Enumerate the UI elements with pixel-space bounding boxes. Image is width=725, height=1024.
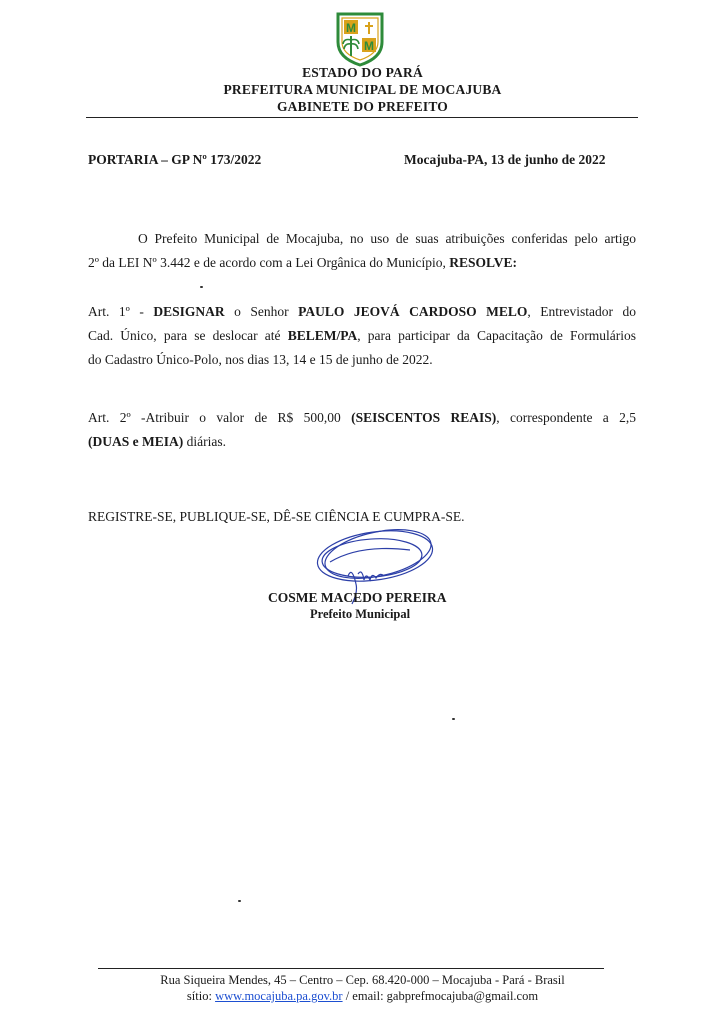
article-1-role: , Entrevistador do bbox=[527, 304, 637, 319]
email-address[interactable]: gabprefmocajuba@gmail.com bbox=[386, 989, 539, 1003]
svg-text:M: M bbox=[364, 39, 374, 53]
designee-name: PAULO JEOVÁ CARDOSO MELO bbox=[298, 304, 528, 319]
signer-title: Prefeito Municipal bbox=[310, 607, 411, 621]
destination: BELEM/PA bbox=[287, 328, 358, 343]
article-1-text: , para participar da Capacitação de Formulários bbox=[357, 328, 636, 343]
scan-speck bbox=[200, 286, 203, 288]
intro-line-2 bbox=[88, 251, 636, 275]
site-label: sítio: bbox=[186, 989, 216, 1003]
article-2-line-2 bbox=[88, 430, 636, 454]
intro-line-1: O Prefeito Municipal de Mocajuba, no uso de suas atribuições conferidas pelo artigo bbox=[138, 231, 636, 246]
article-2-line-1 bbox=[88, 406, 636, 430]
article-1-label: Art. 1º - bbox=[88, 304, 154, 319]
article-1-text: Cad. Único, para se deslocar até bbox=[88, 328, 288, 343]
portaria-number: PORTARIA – GP Nº 173/2022 bbox=[88, 152, 262, 167]
svg-text:M: M bbox=[346, 21, 356, 35]
article-1-text: o Senhor bbox=[224, 304, 299, 319]
footer-divider bbox=[98, 968, 604, 969]
article-1-line-1 bbox=[88, 300, 636, 324]
amount-in-words: (SEISCENTOS REAIS) bbox=[351, 410, 497, 425]
email-label: / email: bbox=[342, 989, 387, 1003]
header-cabinet: GABINETE DO PREFEITO bbox=[276, 99, 449, 114]
closing-statement: REGISTRE-SE, PUBLIQUE-SE, DÊ-SE CIÊNCIA E CUMPRA-SE. bbox=[88, 509, 465, 524]
scan-speck bbox=[238, 900, 241, 902]
resolve-keyword: RESOLVE: bbox=[449, 255, 518, 270]
footer-address: Rua Siqueira Mendes, 45 – Centro – Cep. 68.420-000 – Mocajuba - Pará - Brasil bbox=[160, 973, 565, 987]
article-1-line-3: do Cadastro Único-Polo, nos dias 13, 14 e 15 de junho de 2022. bbox=[88, 352, 433, 367]
header-state: ESTADO DO PARÁ bbox=[302, 65, 423, 80]
header-divider bbox=[86, 117, 638, 118]
designar-keyword: DESIGNAR bbox=[153, 304, 225, 319]
article-1-line-2 bbox=[88, 324, 636, 348]
article-1 bbox=[88, 300, 636, 372]
article-2-text: diárias. bbox=[183, 434, 226, 449]
header-prefecture: PREFEITURA MUNICIPAL DE MOCAJUBA bbox=[223, 82, 502, 97]
document-date: Mocajuba-PA, 13 de junho de 2022 bbox=[404, 152, 606, 167]
article-2-text: , correspondente a 2,5 bbox=[496, 410, 637, 425]
signer-name: COSME MACEDO PEREIRA bbox=[268, 590, 447, 605]
website-link[interactable]: www.mocajuba.pa.gov.br bbox=[215, 989, 343, 1003]
days-in-words: (DUAS e MEIA) bbox=[88, 434, 184, 449]
article-2-text: Art. 2º -Atribuir o valor de R$ 500,00 bbox=[88, 410, 352, 425]
intro-paragraph bbox=[88, 227, 636, 275]
municipal-crest-icon bbox=[330, 8, 390, 68]
scan-speck bbox=[452, 718, 455, 720]
article-2 bbox=[88, 406, 636, 454]
intro-text: 2º da LEI Nº 3.442 e de acordo com a Lei Orgânica do Município, bbox=[88, 255, 450, 270]
footer-contacts bbox=[0, 989, 725, 1004]
